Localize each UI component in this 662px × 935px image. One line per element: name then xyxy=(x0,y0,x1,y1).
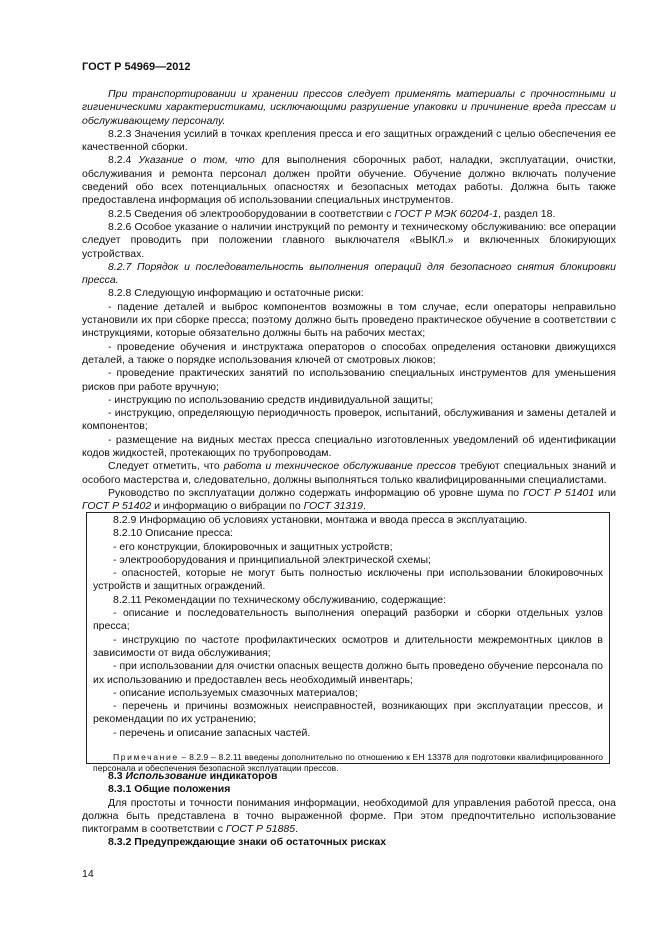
section-8-3 xyxy=(82,770,616,850)
paragraph-text: и информацию о вибрации по xyxy=(151,500,304,513)
document-header: ГОСТ Р 54969—2012 xyxy=(82,61,191,73)
subsection-heading: 8.3.2 Предупреждающие знаки об остаточных рисках xyxy=(108,836,387,849)
list-item: - электрооборудования и принципиальной электрической схемы; xyxy=(113,553,431,566)
standard-reference: ГОСТ Р 51885 xyxy=(225,823,296,836)
clause-number: 8.2.4 xyxy=(108,154,139,167)
paragraph-8-2-9: 8.2.9 Информацию об условиях установки, монтажа и ввода пресса в эксплуатацию. xyxy=(113,514,528,526)
paragraph-text: 8.2.5 Сведения об электрооборудовании в соответствии с xyxy=(108,207,395,220)
italic-phrase: работа и техническое обслуживание прессов xyxy=(223,460,456,473)
paragraph-text: Руководство по эксплуатации должно содержать информацию об уровне шума по xyxy=(108,486,524,499)
paragraph-text: Для простоты и точности понимания информации, необходимой для управления работой пресса, она должна быть представлена в точно выраженной форме. При этом предпочтительно использование пиктограмм в соответствии с xyxy=(82,796,616,836)
subsection-heading: 8.3.1 Общие положения xyxy=(108,783,231,796)
paragraph-qualified-staff xyxy=(82,460,616,487)
paragraph-text: . xyxy=(362,500,366,513)
section-heading-italic: Использование xyxy=(125,770,207,782)
main-text xyxy=(82,88,616,514)
paragraph-text: для выполнения сборочных работ, наладки, эксплуатации, очистки, обслуживания и ремонта персонал должен пройти обучение. Обучение должно включать получение сведений обо всех потенциальных опасностях и безопасных методах работы. Должна быть также предоставлена информация об использовании специальных инструментов. xyxy=(82,154,616,207)
list-item-risk: - инструкцию, определяющую периодичность проверок, испытаний, обслуживания и замены деталей и компонентов; xyxy=(82,407,616,433)
standard-reference: ГОСТ Р МЭК 60204-1 xyxy=(394,207,499,220)
paragraph-manual-noise xyxy=(82,487,616,514)
paragraph-8-2-4 xyxy=(82,154,616,207)
list-item: - перечень и причины возможных неисправностей, возникающих при эксплуатации прессов, и рекомендации по их устранению; xyxy=(93,700,603,726)
paragraph-transport: При транспортировании и хранении прессов следует применять материалы с прочностными и гигиеническими характеристиками, исключающими разрушение упаковки и причинение вреда прессам и обслуживающему персоналу. xyxy=(82,88,616,127)
paragraph-8-2-11: 8.2.11 Рекомендации по техническому обслуживанию, содержащие: xyxy=(113,593,446,606)
list-item-risk: - проведение практических занятий по использованию специальных инструментов для уменьшения рисков при работе вручную; xyxy=(82,367,616,393)
boxed-addition xyxy=(86,512,610,774)
standard-reference: ГОСТ 31319 xyxy=(303,500,363,513)
standard-reference: ГОСТ Р 51402 xyxy=(82,500,152,513)
italic-phrase: Указание о том, что xyxy=(138,154,255,167)
paragraph-8-2-10: 8.2.10 Описание пресса: xyxy=(113,527,233,540)
section-heading xyxy=(82,770,616,783)
list-item-risk: - инструкцию по использованию средств индивидуальной защиты; xyxy=(108,393,434,406)
paragraph-text: требуют специальных знаний и особого мастерства и, следовательно, должны выполняться только квалифицированными специалистами. xyxy=(82,460,616,486)
list-item-risk: - проведение обучения и инструктажа операторов о способах определения остановки движущихся деталей, а также о порядке использования ключей от смотровых люков; xyxy=(82,340,616,366)
paragraph-text: Следует отметить, что xyxy=(108,460,224,473)
list-item-risk: - падение деталей и выброс компонентов возможны в том случае, если операторы неправильно установили их при сборке пресса; поэтому должно быть проведено практическое обучение в соответствии с инструкциями, которые обязательно должны быть на рабочих местах; xyxy=(82,300,616,340)
paragraph-8-2-3: 8.2.3 Значения усилий в точках крепления пресса и его защитных ограждений с целью обеспечения ее качественной сборки. xyxy=(82,127,616,154)
standard-reference: ГОСТ Р 51401 xyxy=(523,486,595,499)
page-number: 14 xyxy=(82,868,94,880)
paragraph-8-2-7: 8.2.7 Порядок и последовательность выполнения операций для безопасного снятия блокировки пресса. xyxy=(82,260,616,287)
paragraph-text: . xyxy=(295,823,299,836)
list-item: - описание и последовательность выполнения операций разборки и сборки отдельных узлов пресса; xyxy=(93,607,603,633)
list-item: - перечень и описание запасных частей. xyxy=(113,726,311,739)
list-item: - опасностей, которые не могут быть полностью исключены при использовании блокировочных устройств и защитных ограждений. xyxy=(93,567,603,593)
paragraph-8-2-5 xyxy=(82,208,616,221)
paragraph-text: , раздел 18. xyxy=(498,207,556,220)
note-label: Примечание xyxy=(113,752,179,763)
section-heading-text: индикаторов xyxy=(206,770,278,782)
list-item: - при использовании для очистки опасных веществ должно быть проведено обучение персонала по их использованию и предоставлен весь необходимый инвентарь; xyxy=(93,660,603,686)
section-number: 8.3 xyxy=(108,770,126,782)
list-item: - его конструкции, блокировочных и защитных устройств; xyxy=(113,540,393,553)
paragraph-8-3-1 xyxy=(82,797,616,837)
paragraph-text: или xyxy=(594,486,617,499)
list-item: - описание используемых смазочных материалов; xyxy=(113,686,358,699)
paragraph-8-2-6: 8.2.6 Особое указание о наличии инструкций по ремонту и техническому обслуживанию: все операции следует проводить при положении главного выключателя «ВЫКЛ.» и включенных блокирующих устройствах. xyxy=(82,220,616,260)
list-item-risk: - размещение на видных местах пресса специально изготовленных уведомлений об идентификации кодов жидкостей, протекающих по трубопроводам. xyxy=(82,433,616,460)
note-text: – 8.2.9 – 8.2.11 введены дополнительно по отношению к ЕН 13378 для подготовки квалифицированного персонала и обеспечения безопасной эксплуатации прессов. xyxy=(93,752,603,774)
list-item: - инструкцию по частоте профилактических осмотров и длительности межремонтных циклов в зависимости от вида обслуживания; xyxy=(93,633,603,659)
paragraph-8-2-8: 8.2.8 Следующую информацию и остаточные риски: xyxy=(108,287,364,300)
